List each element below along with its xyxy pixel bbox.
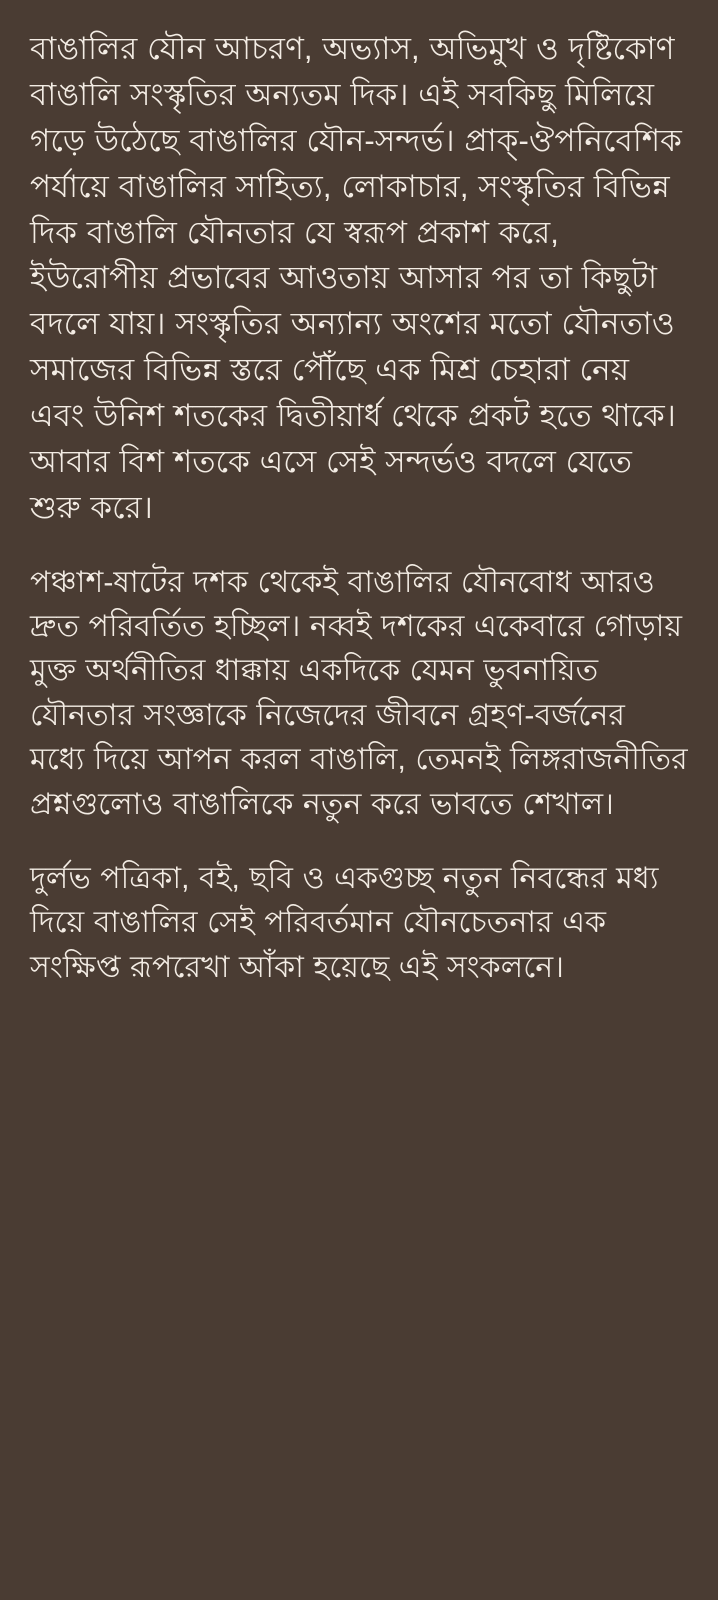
article-body: [30, 26, 688, 990]
paragraph: বাঙালির যৌন আচরণ, অভ্যাস, অভিমুখ ও দৃষ্টিকোণ বাঙালি সংস্কৃতির অন্যতম দিক। এই সবকিছু মিলিয়ে গড়ে উঠেছে বাঙালির যৌন-সন্দর্ভ। প্রাক্-ঔপনিবেশিক পর্যায়ে বাঙালির সাহিত্য, লোকাচার, সংস্কৃতির বিভিন্ন দিক বাঙালি যৌনতার যে স্বরূপ প্রকাশ করে, ইউরোপীয় প্রভাবের আওতায় আসার পর তা কিছুটা বদলে যায়। সংস্কৃতির অন্যান্য অংশের মতো যৌনতাও সমাজের বিভিন্ন স্তরে পৌঁছে এক মিশ্র চেহারা নেয় এবং উনিশ শতকের দ্বিতীয়ার্ধ থেকে প্রকট হতে থাকে। আবার বিশ শতকে এসে সেই সন্দর্ভও বদলে যেতে শুরু করে।: [30, 31, 682, 525]
paragraph: দুর্লভ পত্রিকা, বই, ছবি ও একগুচ্ছ নতুন নিবন্ধের মধ্য দিয়ে বাঙালির সেই পরিবর্তমান যৌনচেতনার এক সংক্ষিপ্ত রূপরেখা আঁকা হয়েছে এই সংকলনে।: [30, 861, 659, 984]
paragraph: পঞ্চাশ-ষাটের দশক থেকেই বাঙালির যৌনবোধ আরও দ্রুত পরিবর্তিত হচ্ছিল। নব্বই দশকের একেবারে গোড়ায় মুক্ত অর্থনীতির ধাক্কায় একদিকে যেমন ভুবনায়িত যৌনতার সংজ্ঞাকে নিজেদের জীবনে গ্রহণ-বর্জনের মধ্যে দিয়ে আপন করল বাঙালি, তেমনই লিঙ্গরাজনীতির প্রশ্নগুলোও বাঙালিকে নতুন করে ভাবতে শেখাল।: [30, 565, 688, 821]
